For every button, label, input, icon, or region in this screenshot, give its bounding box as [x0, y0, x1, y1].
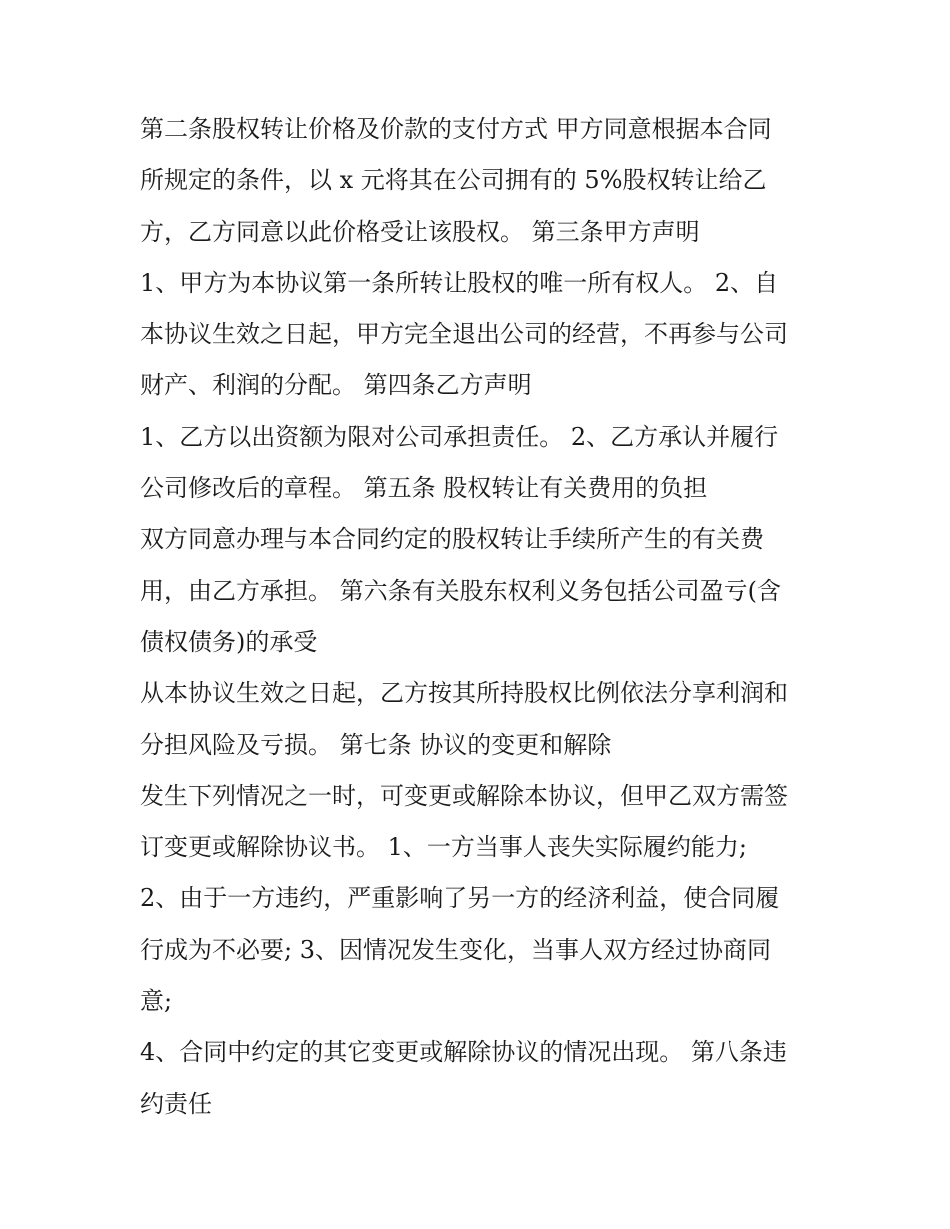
text-line: 约责任 — [140, 1089, 212, 1118]
text-line: 2、由于一方违约，严重影响了另一方的经济利益，使合同履 — [140, 884, 780, 913]
text-line: 本协议生效之日起，甲方完全退出公司的经营，不再参与公司 — [140, 320, 788, 349]
text-line: 4、合同中约定的其它变更或解除协议的情况出现。 第八条违 — [140, 1038, 787, 1067]
text-line: 债权债务)的承受 — [140, 627, 318, 656]
text-line: 从本协议生效之日起，乙方按其所持股权比例依法分享利润和 — [140, 679, 788, 708]
text-line: 双方同意办理与本合同约定的股权转让手续所产生的有关费 — [140, 525, 764, 554]
text-line: 分担风险及亏损。 第七条 协议的变更和解除 — [140, 730, 612, 759]
text-line: 第二条股权转让价格及价款的支付方式 甲方同意根据本合同 — [140, 115, 772, 143]
text-line: 所规定的条件，以 x 元将其在公司拥有的 5%股权转让给乙 — [140, 166, 767, 195]
text-line: 订变更或解除协议书。 1、一方当事人丧失实际履约能力; — [140, 833, 747, 862]
document-body — [140, 104, 830, 1130]
text-line: 财产、利润的分配。 第四条乙方声明 — [140, 371, 532, 400]
text-line: 行成为不必要; 3、因情况发生变化，当事人双方经过协商同 — [140, 935, 771, 964]
text-line: 意; — [140, 987, 173, 1016]
text-line: 1、乙方以出资额为限对公司承担责任。 2、乙方承认并履行 — [140, 422, 779, 451]
text-line: 发生下列情况之一时，可变更或解除本协议，但甲乙双方需签 — [140, 781, 788, 810]
text-line: 用，由乙方承担。 第六条有关股东权利义务包括公司盈亏(含 — [140, 576, 781, 605]
text-line: 方，乙方同意以此价格受让该股权。 第三条甲方声明 — [140, 217, 700, 246]
text-line: 1、甲方为本协议第一条所转让股权的唯一所有权人。 2、自 — [140, 268, 779, 297]
text-line: 公司修改后的章程。 第五条 股权转让有关费用的负担 — [140, 474, 708, 503]
